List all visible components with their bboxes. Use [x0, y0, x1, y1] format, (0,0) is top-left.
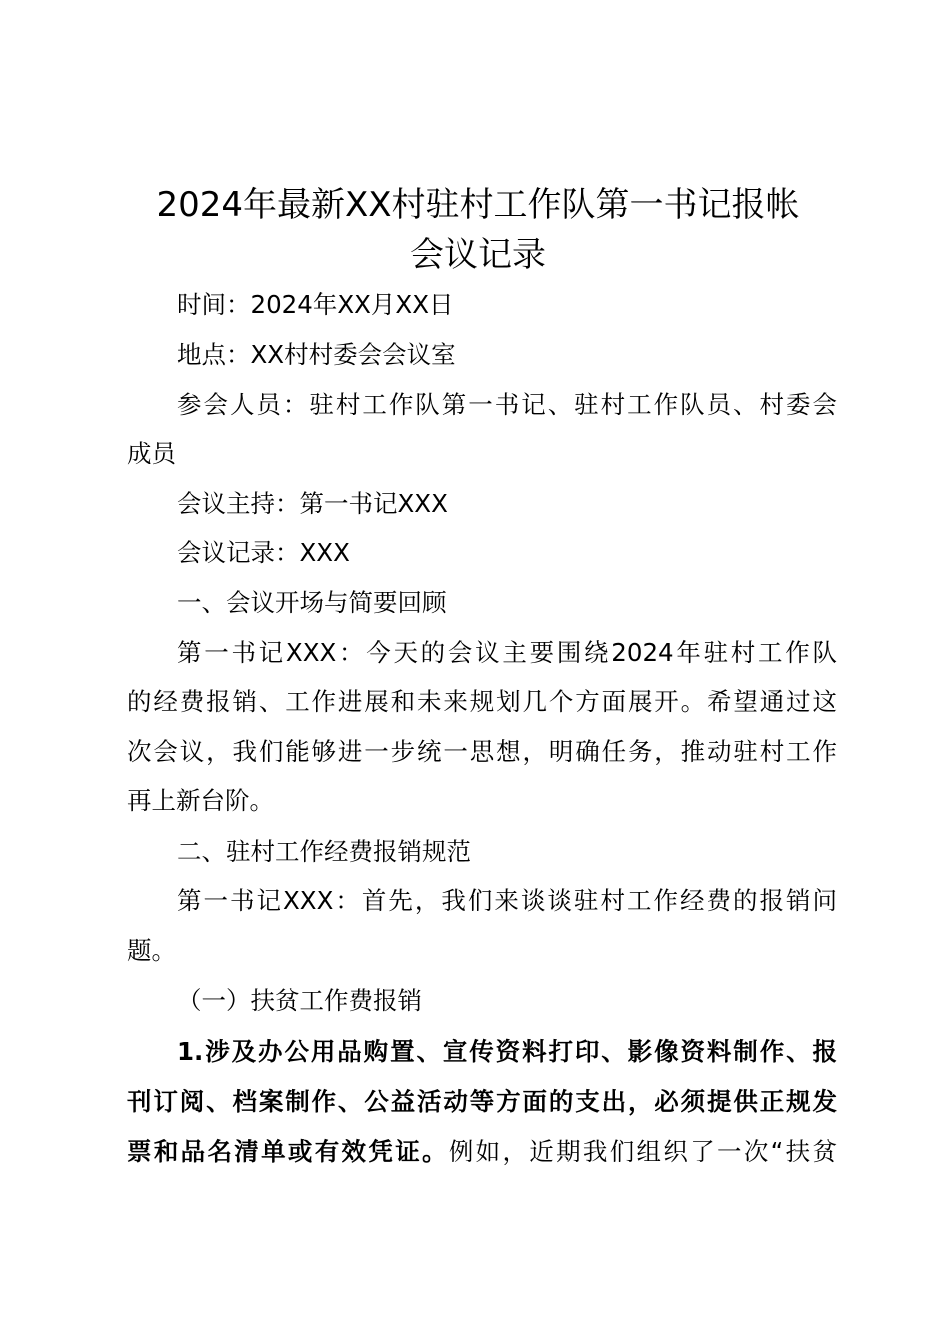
meta-attendees-line2: 成员: [127, 439, 176, 468]
meta-host: 会议主持：第一书记XXX: [177, 489, 448, 518]
section1-paragraph-line2: 的经费报销、工作进展和未来规划几个方面展开。希望通过这: [127, 687, 837, 716]
document-title-line2: 会议记录: [410, 235, 546, 275]
section2-paragraph-line1: 第一书记XXX：首先，我们来谈谈驻村工作经费的报销问: [177, 886, 837, 915]
item1-line1: 1.涉及办公用品购置、宣传资料打印、影像资料制作、报: [177, 1037, 837, 1066]
section1-paragraph-line4: 再上新台阶。: [127, 786, 274, 815]
item1-line2: 刊订阅、档案制作、公益活动等方面的支出，必须提供正规发: [127, 1087, 837, 1116]
meta-recorder: 会议记录：XXX: [177, 538, 350, 567]
section1-paragraph-line1: 第一书记XXX：今天的会议主要围绕2024年驻村工作队: [177, 638, 837, 667]
meta-place: 地点：XX村村委会会议室: [177, 340, 456, 369]
item1-line3-regular-text: 例如，近期我们组织了一次“扶贫: [448, 1137, 837, 1166]
meta-time: 时间：2024年XX月XX日: [177, 290, 454, 319]
item1-line3: [127, 1127, 837, 1177]
meta-attendees-line1: 参会人员：驻村工作队第一书记、驻村工作队员、村委会: [177, 390, 837, 419]
document-title-line1: 2024年最新XX村驻村工作队第一书记报帐: [156, 185, 800, 225]
section2-heading: 二、驻村工作经费报销规范: [177, 837, 471, 866]
section2-subheading: （一）扶贫工作费报销: [177, 986, 422, 1015]
section1-heading: 一、会议开场与简要回顾: [177, 588, 447, 617]
section1-paragraph-line3: 次会议，我们能够进一步统一思想，明确任务，推动驻村工作: [127, 737, 837, 766]
item1-line3-bold-text: 票和品名清单或有效凭证。: [127, 1137, 449, 1166]
section2-paragraph-line2: 题。: [127, 936, 176, 965]
